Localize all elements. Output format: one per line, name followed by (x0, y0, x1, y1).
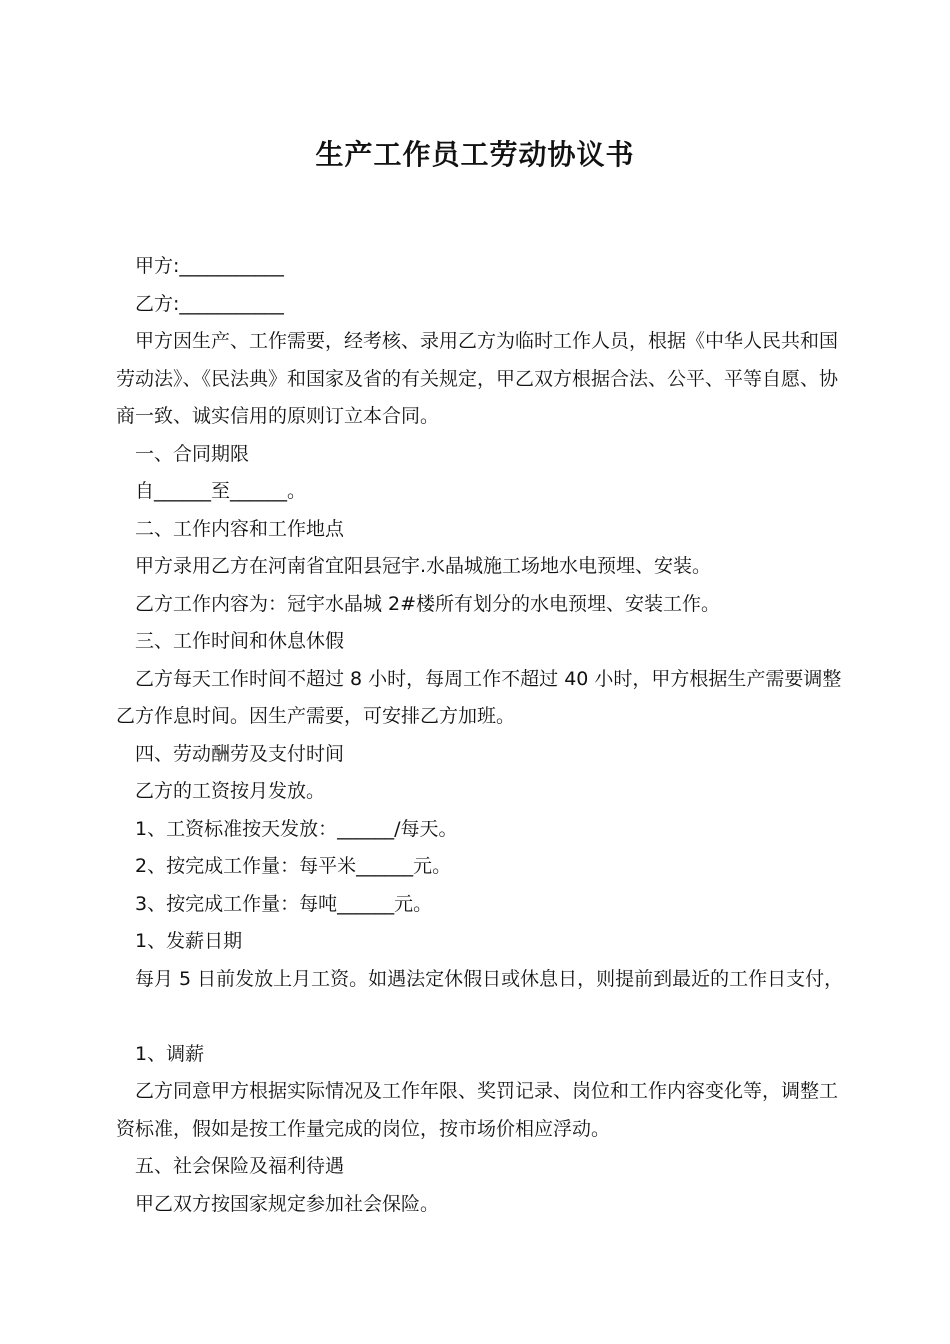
preamble-paragraph: 甲方因生产、工作需要，经考核、录用乙方为临时工作人员，根据《中华人民共和国劳动法》、《民法典》和国家及省的有关规定，甲乙双方根据合法、公平、平等自愿、协商一致、诚实信用的原则订立本合同。 (116, 330, 839, 427)
section-heading-work-hours: 三、工作时间和休息休假 (135, 630, 345, 652)
party-a-line: 甲方:___________ (135, 255, 284, 277)
contract-term-line: 自______至______。 (135, 480, 307, 502)
work-location-paragraph: 甲方录用乙方在河南省宜阳县冠宇.水晶城施工场地水电预埋、安装。 (135, 555, 712, 577)
payday-paragraph: 每月 5 日前发放上月工资。如遇法定休假日或休息日，则提前到最近的工作日支付， (135, 967, 844, 990)
party-b-line: 乙方:___________ (135, 292, 284, 315)
per-ton-line: 3、按完成工作量：每吨______元。 (135, 892, 433, 915)
section-heading-work-content: 二、工作内容和工作地点 (135, 517, 345, 540)
document-body (116, 248, 846, 1223)
social-insurance-paragraph: 甲乙双方按国家规定参加社会保险。 (135, 1192, 440, 1215)
subheading-salary-adjustment: 1、调薪 (135, 1042, 205, 1065)
daily-wage-line: 1、工资标准按天发放：______/每天。 (135, 817, 458, 840)
work-hours-paragraph: 乙方每天工作时间不超过 8 小时，每周工作不超过 40 小时，甲方根据生产需要调整乙方作息时间。因生产需要，可安排乙方加班。 (116, 667, 842, 727)
document-title: 生产工作员工劳动协议书 (315, 138, 635, 171)
work-content-paragraph: 乙方工作内容为：冠宇水晶城 2#楼所有划分的水电预埋、安装工作。 (135, 592, 721, 615)
section-heading-contract-term: 一、合同期限 (135, 442, 250, 465)
section-heading-social-insurance: 五、社会保险及福利待遇 (135, 1155, 345, 1177)
subheading-payday: 1、发薪日期 (135, 930, 243, 952)
section-heading-remuneration: 四、劳动酬劳及支付时间 (135, 742, 345, 765)
monthly-wage-line: 乙方的工资按月发放。 (135, 780, 326, 802)
per-square-meter-line: 2、按完成工作量：每平米______元。 (135, 855, 452, 877)
salary-adjustment-paragraph: 乙方同意甲方根据实际情况及工作年限、奖罚记录、岗位和工作内容变化等，调整工资标准，假如是按工作量完成的岗位，按市场价相应浮动。 (116, 1080, 839, 1140)
